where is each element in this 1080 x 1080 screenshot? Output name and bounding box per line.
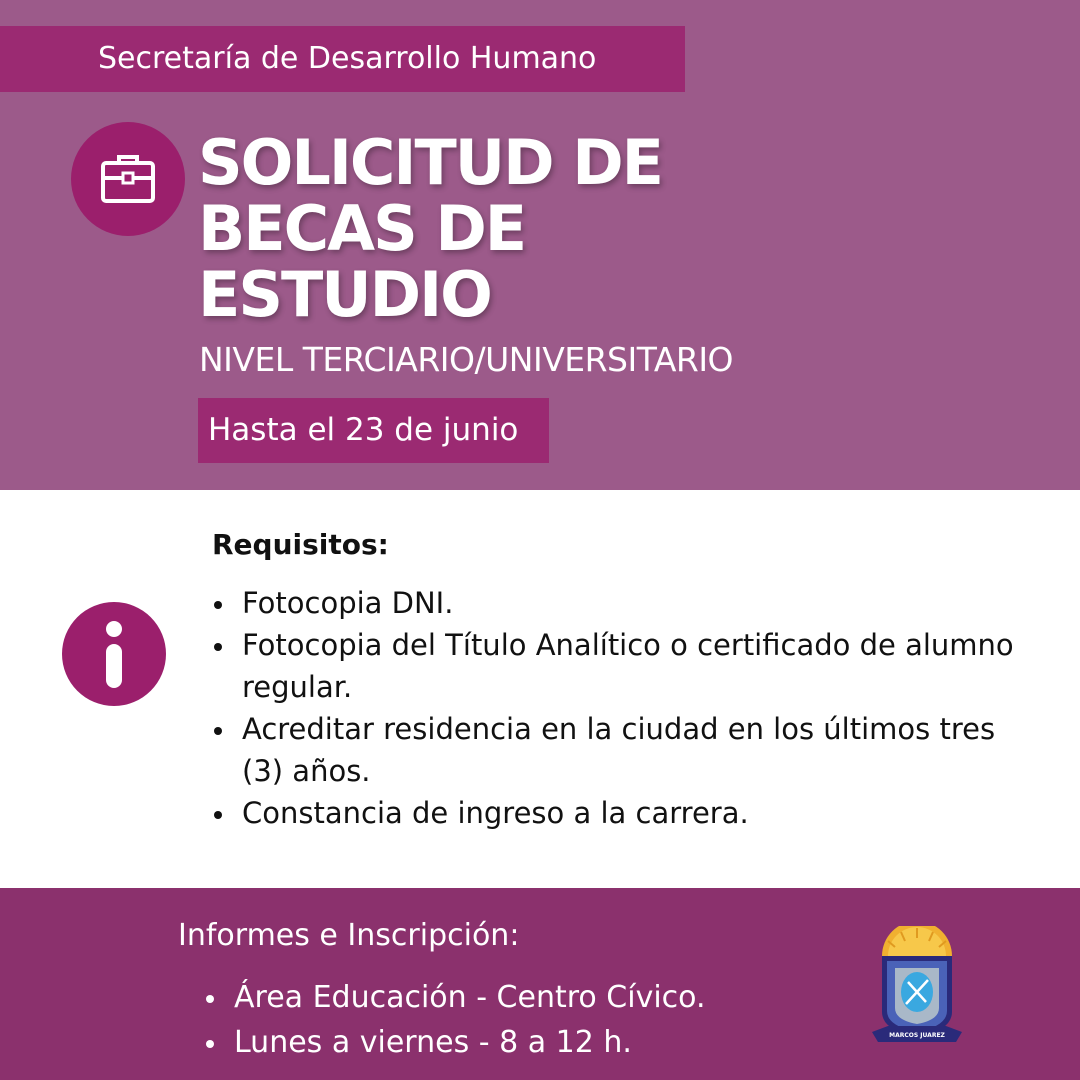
- requirements-list: [214, 582, 1034, 834]
- requirements-title: Requisitos:: [212, 528, 389, 561]
- list-item: Área Educación - Centro Cívico.: [206, 975, 706, 1020]
- municipal-seal-logo: [868, 926, 966, 1054]
- list-item: Lunes a viernes - 8 a 12 h.: [206, 1020, 706, 1065]
- department-banner: Secretaría de Desarrollo Humano: [0, 26, 685, 92]
- list-item: Fotocopia DNI.: [214, 582, 1034, 624]
- list-item: Fotocopia del Título Analítico o certificado de alumno regular.: [214, 624, 1034, 708]
- title-line: BECAS DE: [198, 192, 526, 265]
- list-item: Acreditar residencia en la ciudad en los últimos tres (3) años.: [214, 708, 1034, 792]
- info-badge: [62, 602, 166, 706]
- briefcase-badge: [71, 122, 185, 236]
- title-line: ESTUDIO: [198, 258, 491, 331]
- page-title: [198, 126, 663, 331]
- list-item: Constancia de ingreso a la carrera.: [214, 792, 1034, 834]
- briefcase-icon: [98, 151, 158, 207]
- title-line: SOLICITUD DE: [198, 126, 663, 199]
- contact-title: Informes e Inscripción:: [178, 918, 520, 953]
- info-icon: [94, 618, 134, 690]
- contact-list: [206, 975, 706, 1065]
- level-subtitle: NIVEL TERCIARIO/UNIVERSITARIO: [199, 340, 734, 379]
- deadline-badge: Hasta el 23 de junio: [198, 398, 549, 463]
- sun-rays-icon: [882, 926, 952, 956]
- seal-label: MARCOS JUAREZ: [889, 1032, 945, 1039]
